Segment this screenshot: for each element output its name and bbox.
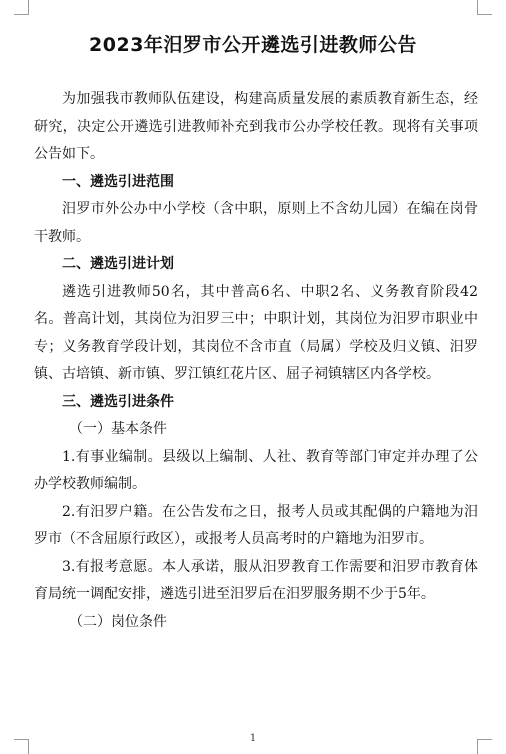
page-number: 1 [249, 733, 257, 744]
section-heading-scope: 一、遴选引进范围 [62, 173, 174, 190]
intro-paragraph: 为加强我市教师队伍建设，构建高质量发展的素质教育新生态，经研究，决定公开遴选引进教师补充到我市公办学校任教。现将有关事项公告如下。 [34, 91, 478, 162]
condition-3: 3.有报考意愿。本人承诺，服从汨罗教育工作需要和汨罗市教育体育局统一调配安排，遴选引进至汨罗后在汨罗服务期不少于5年。 [34, 558, 478, 602]
scope-paragraph: 汨罗市外公办中小学校（含中职，原则上不含幼儿园）在编在岗骨干教师。 [34, 201, 478, 245]
section-heading-plan: 二、遴选引进计划 [62, 256, 174, 272]
subheading-basic-conditions: （一）基本条件 [69, 421, 167, 437]
crop-mark-top-left [14, 0, 29, 15]
section-heading-conditions: 三、遴选引进条件 [62, 393, 174, 410]
subheading-post-conditions: （二）岗位条件 [69, 613, 167, 630]
condition-2: 2.有汨罗户籍。在公告发布之日，报考人员或其配偶的户籍地为汨罗市（不含屈原行政区），或报考人员高考时的户籍地为汨罗市。 [34, 503, 478, 547]
document-title: 2023年汨罗市公开遴选引进教师公告 [89, 34, 417, 56]
document-body [34, 86, 478, 636]
condition-1: 1.有事业编制。县级以上编制、人社、教育等部门审定并办理了公办学校教师编制。 [34, 448, 478, 492]
plan-paragraph: 遴选引进教师50名，其中普高6名、中职2名、义务教育阶段42名。普高计划，其岗位为汨罗三中；中职计划，其岗位为汨罗市职业中专；义务教育学段计划，其岗位不含市直（局属）学校及归义镇、汨罗镇、古培镇、新市镇、罗江镇红花片区、屈子祠镇辖区内各学校。 [34, 283, 478, 382]
crop-mark-top-right [477, 0, 492, 15]
